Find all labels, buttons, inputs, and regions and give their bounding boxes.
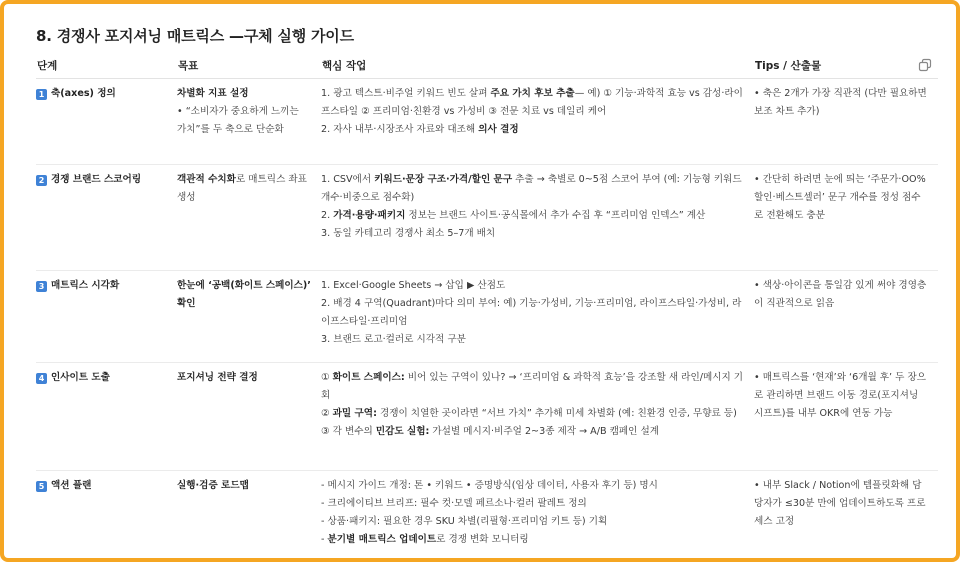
task-line <box>321 405 744 423</box>
table-row <box>36 362 938 470</box>
step-number-badge: 2 <box>36 175 47 186</box>
step-number-badge: 4 <box>36 373 47 384</box>
goal-text: 로 매트릭스 좌표 생성 <box>177 173 307 203</box>
tasks-cell <box>321 270 754 362</box>
task-text: 정보는 브랜드 사이트·공식몰에서 추가 수집 후 “프리미엄 인덱스” 계산 <box>405 209 706 221</box>
task-emphasis: 가격·용량·패키지 <box>333 209 406 221</box>
goal-title: 객관적 수치화 <box>177 173 236 185</box>
table-row <box>36 270 938 362</box>
task-emphasis: 키워드·문장 구조·가격/할인 문구 <box>374 173 513 185</box>
task-text: 3. 동일 카테고리 경쟁사 최소 5–7개 배치 <box>321 227 496 239</box>
step-cell <box>36 164 177 270</box>
goal-text: • “소비자가 중요하게 느끼는 가치”를 두 축으로 단순화 <box>177 105 299 135</box>
task-line <box>321 369 744 405</box>
goal-cell <box>177 362 321 470</box>
tasks-cell <box>321 362 754 470</box>
task-line <box>321 531 744 549</box>
col-header-tasks: 핵심 작업 <box>321 54 754 78</box>
tasks-cell <box>321 164 754 270</box>
step-number-badge: 5 <box>36 481 47 492</box>
step-label: 인사이트 도출 <box>51 371 110 383</box>
step-cell <box>36 270 177 362</box>
task-text: 2. <box>321 209 334 221</box>
goal-cell <box>177 78 321 164</box>
task-line <box>321 477 744 495</box>
task-emphasis: 분기별 매트릭스 업데이트 <box>327 533 437 545</box>
tasks-cell <box>321 78 754 164</box>
goal-title: 실행·검증 로드맵 <box>177 479 249 491</box>
task-text: - <box>321 533 328 545</box>
task-text: 추출 → 축별로 0~5점 스코어 부여 (예: 기능형 키워드 개수·비중으로 점수화) <box>321 173 742 203</box>
tips-cell: • 간단히 하려면 눈에 띄는 ‘주문가·OO% 할인·베스트셀러’ 문구 개수를 정성 점수로 전환해도 충분 <box>754 164 938 270</box>
page-title: 8. 경쟁사 포지셔닝 매트릭스 —구체 실행 가이드 <box>36 27 354 45</box>
tips-cell: • 색상·아이콘을 통일감 있게 써야 경영층이 직관적으로 읽음 <box>754 270 938 362</box>
goal-title: 포지셔닝 전략 결정 <box>177 371 258 383</box>
step-cell <box>36 78 177 164</box>
task-line <box>321 85 744 121</box>
step-cell <box>36 362 177 470</box>
task-emphasis: 민감도 실험: <box>375 425 430 437</box>
task-line <box>321 423 744 441</box>
task-text: ① <box>321 371 333 383</box>
table-row <box>36 470 938 556</box>
tips-cell: • 축은 2개가 가장 직관적 (다만 필요하면 보조 차트 추가) <box>754 78 938 164</box>
task-line <box>321 207 744 225</box>
task-text: 1. 광고 텍스트·비주얼 키워드 빈도 살펴 <box>321 87 491 99</box>
task-text: 3. 브랜드 로고·컬러로 시각적 구분 <box>321 333 466 345</box>
col-header-step: 단계 <box>36 54 177 78</box>
col-header-goal: 목표 <box>177 54 321 78</box>
task-line <box>321 171 744 207</box>
goal-title: 한눈에 ‘공백(화이트 스페이스)’ 확인 <box>177 279 311 309</box>
task-emphasis: 의사 결정 <box>478 123 519 135</box>
task-line <box>321 277 744 295</box>
task-text: 2. 배경 4 구역(Quadrant)마다 의미 부여: 예) 기능·가성비, 기능·프리미엄, 라이프스타일·가성비, 라이프스타일·프리미엄 <box>321 297 742 327</box>
task-text: 로 경쟁 변화 모니터링 <box>436 533 529 545</box>
task-line <box>321 495 744 513</box>
goal-cell <box>177 164 321 270</box>
tips-cell: • 내부 Slack / Notion에 템플릿화해 담당자가 ≤30분 만에 업데이트하도록 프로세스 고정 <box>754 479 926 527</box>
task-text: ② <box>321 407 333 419</box>
task-text: - 크리에이티브 브리프: 필수 컷·모델 페르소나·컬러 팔레트 정의 <box>321 497 587 509</box>
task-text: 1. Excel·Google Sheets → 삽입 ▶ 산점도 <box>321 279 506 291</box>
table-header-row <box>36 54 938 78</box>
task-line <box>321 225 744 243</box>
task-emphasis: 주요 가치 후보 추출 <box>490 87 575 99</box>
task-emphasis: 화이트 스페이스: <box>332 371 405 383</box>
task-text: - 메시지 가이드 개정: 톤 • 키워드 • 증명방식(임상 데이터, 사용자 후기 등) 명시 <box>321 479 658 491</box>
task-line <box>321 121 744 139</box>
task-text: 가설별 메시지·비주얼 2~3종 제작 → A/B 캠페인 설계 <box>429 425 659 437</box>
step-number-badge: 1 <box>36 89 47 100</box>
goal-cell <box>177 270 321 362</box>
step-number-badge: 3 <box>36 281 47 292</box>
step-label: 액션 플랜 <box>51 479 92 491</box>
step-cell <box>36 470 177 556</box>
goal-cell <box>177 470 321 556</box>
goal-title: 차별화 지표 설정 <box>177 87 249 99</box>
step-label: 경쟁 브랜드 스코어링 <box>51 173 142 185</box>
table-row <box>36 78 938 164</box>
task-line <box>321 331 744 349</box>
task-text: 1. CSV에서 <box>321 173 375 185</box>
task-line <box>321 295 744 331</box>
tasks-cell <box>321 470 754 556</box>
task-text: — 예) ① 기능·과학적 효능 vs 감성·라이프스타일 ② 프리미엄·친환경 vs 가성비 ③ 전문 치료 vs 데일리 케어 <box>321 87 743 117</box>
col-header-tips: Tips / 산출물 <box>754 54 938 78</box>
step-label: 축(axes) 정의 <box>51 87 116 99</box>
task-line <box>321 513 744 531</box>
table-row <box>36 164 938 270</box>
task-emphasis: 과밀 구역: <box>332 407 377 419</box>
task-text: 2. 자사 내부·시장조사 자료와 대조해 <box>321 123 479 135</box>
task-text: 비어 있는 구역이 있나? → ‘프리미엄 & 과학적 효능’을 강조할 새 라인/메시지 기회 <box>321 371 744 401</box>
task-text: 경쟁이 치열한 곳이라면 “서브 가치” 추가해 미세 차별화 (예: 친환경 인증, 무향료 등) <box>376 407 737 419</box>
task-text: ③ 각 변수의 <box>321 425 376 437</box>
guide-table <box>36 54 938 556</box>
step-label: 매트릭스 시각화 <box>51 279 120 291</box>
tips-cell: • 매트릭스를 ‘현재’와 ‘6개월 후’ 두 장으로 관리하면 브랜드 이동 경로(포지셔닝 시프트)를 내부 OKR에 연동 가능 <box>754 362 938 470</box>
task-text: - 상품·패키지: 필요한 경우 SKU 차별(리필형·프리미엄 키트 등) 기획 <box>321 515 608 527</box>
